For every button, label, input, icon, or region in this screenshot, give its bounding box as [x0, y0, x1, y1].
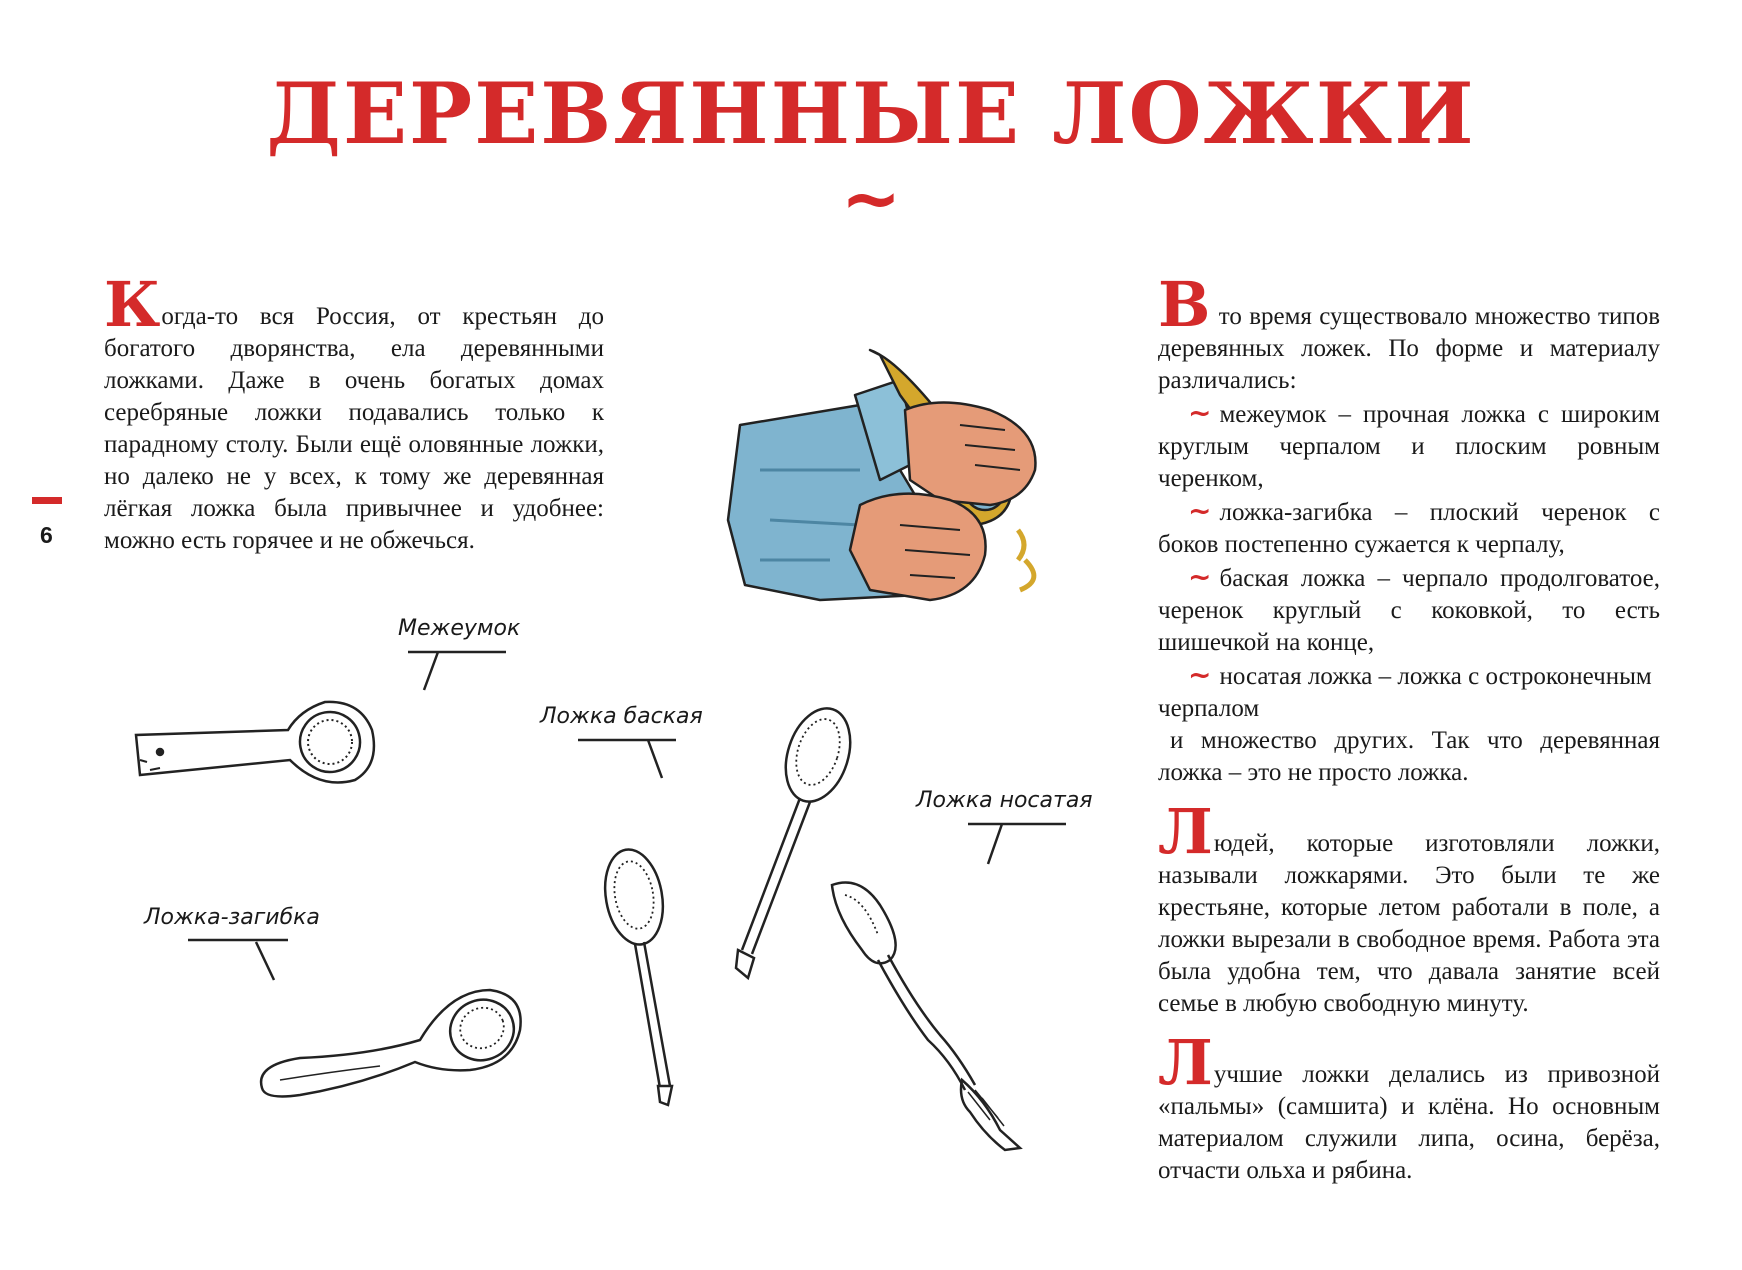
paragraph-text: то время существовало множество типов деревянных ложек. По форме и материалу различались:	[1158, 303, 1661, 394]
label-nosataya: Ложка носатая	[916, 788, 1093, 813]
carving-hands-illustration	[728, 350, 1035, 600]
mezheumok-spoon	[136, 702, 374, 783]
list-item-text: носатая ложка – ложка с остроконечным черпалом	[1158, 663, 1652, 722]
nosataya-spoon	[832, 883, 1020, 1151]
zagibka-label-leader	[188, 940, 288, 980]
title-ornament: ~	[840, 156, 902, 240]
dropcap: Л	[1158, 795, 1213, 868]
list-item-text: баская ложка – черпало продолговатое, черенок круглый с коковкой, то есть шишечкой на конце,	[1158, 565, 1660, 656]
paragraph-text: юдей, которые изготовляли ложки, называли ложкарями. Это были те же крестьяне, которые летом работали в поле, а ложки вырезали в свободное время. Работа эта была удобна тем, что давала занятие всей семье в любую свободную минуту.	[1158, 830, 1660, 1017]
label-mezheumok: Межеумок	[398, 616, 521, 641]
dropcap: К	[104, 268, 161, 341]
label-zagibka: Ложка-загибка	[144, 905, 320, 930]
dropcap: Л	[1158, 1026, 1213, 1099]
list-item-text: ложка-загибка – плоский черенок с боков постепенно сужается к черпалу,	[1158, 499, 1660, 558]
baskaya-spoon-1	[736, 700, 861, 978]
mezheumok-label-leader	[408, 652, 506, 690]
label-baskaya: Ложка баская	[540, 704, 703, 729]
zagibka-spoon	[261, 990, 522, 1096]
paragraph-text: и множество других. Так что деревянная ложка – это не просто ложка.	[1158, 727, 1660, 786]
tilde-bullet-icon: ~	[1188, 494, 1212, 527]
tilde-bullet-icon: ~	[1188, 658, 1212, 691]
list-item-text: межеумок – прочная ложка с широким круглым черпалом и плоским ровным черенком,	[1158, 401, 1660, 492]
baskaya-spoon-2	[598, 845, 672, 1105]
page-title: ДЕРЕВЯННЫЕ ЛОЖКИ	[266, 64, 1476, 163]
tilde-bullet-icon: ~	[1188, 396, 1212, 429]
nosataya-label-leader	[968, 824, 1066, 864]
tilde-bullet-icon: ~	[1188, 560, 1212, 593]
paragraph-text: учшие ложки делались из привозной «пальмы» (самшита) и клёна. Но основным материалом служили липа, осина, берёза, отчасти ольха и рябина.	[1158, 1061, 1660, 1184]
page-number: 6	[40, 522, 53, 548]
dropcap: В	[1158, 268, 1211, 341]
baskaya-label-leader	[578, 740, 676, 778]
paragraph-text: огда-то вся Россия, от крестьян до богатого дворянства, ела деревянными ложками. Даже в очень богатых домах серебряные ложки подавались только к парадному столу. Были ещё оловянные ложки, но далеко не у всех, к тому же деревянная лёгкая ложка была привычнее и удобнее: можно есть горячее и не обжечься.	[104, 303, 604, 554]
